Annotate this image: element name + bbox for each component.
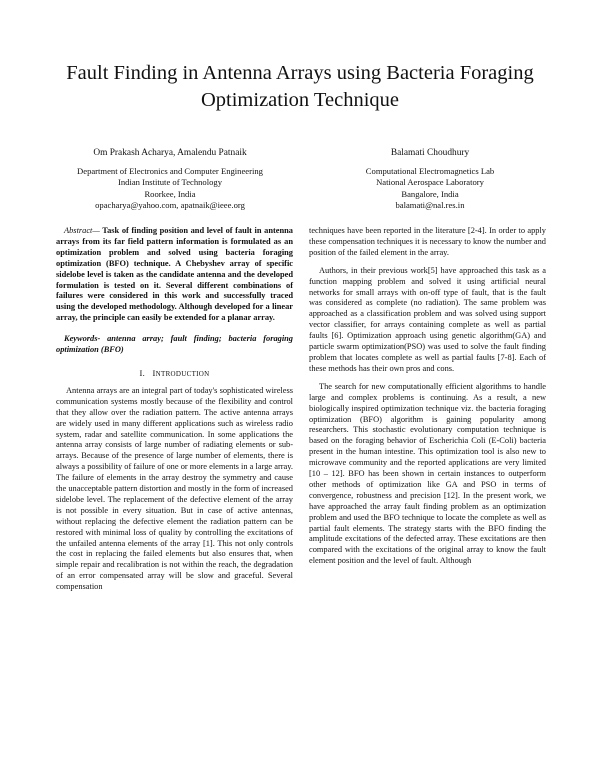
author-location: Bangalore, India bbox=[401, 188, 459, 199]
author-names: Balamati Choudhury bbox=[390, 148, 470, 158]
author-location: Roorkee, India bbox=[144, 188, 196, 199]
abstract-lead: Abstract— bbox=[64, 226, 100, 235]
author-institution: Indian Institute of Technology bbox=[117, 177, 222, 188]
abstract-body: Task of finding position and level of fault in antenna arrays from its far field pattern information is formulated as an optimization problem and solved using bacteria foraging optimization (BFO) technique. A Chebyshev array of specific sidelobe level is taken as the candidate antenna and the developed formulation is tested on it. Several different combinations of failures were considered in this work and successfully traced using the developed methodology. Although developed for a linear array, the principle can easily be extended for a planar array. bbox=[56, 226, 293, 323]
abstract bbox=[56, 226, 293, 324]
author-block-2 bbox=[320, 148, 540, 212]
paragraph: Antenna arrays are an integral part of today's sophisticated wireless communication systems mostly because of the flexibility and control that they allow over the radiation pattern. The active antenna arrays are widely used in many different applications such as wireless radio system, radar and satellite communication. In some applications the antenna array consists of large number of radiating elements or sub-arrays. Because of the presence of large number of elements, there is always a possibility of failure of one or more elements in a large array. The failure of elements in the array destroy the symmetry and cause the unacceptable pattern distortion and mostly in the form of increased sidelobe level. The replacement of the defective element of the array is not possible in every situation. But in case of active antennas, without replacing the defective element the radiation pattern can be restored with minimal loss of quality by controlling the excitations of the unfailed antenna elements of the array [1]. This not only controls the cost in replacing the failed elements but also ensures that, when simple repair and recalibration is not within the reach, the degradation of an error compensated array will be slow and graceful. Several compensation bbox=[56, 385, 293, 592]
author-names: Om Prakash Acharya, Amalendu Patnaik bbox=[93, 148, 247, 158]
right-column bbox=[309, 226, 546, 574]
author-affiliation: Computational Electromagnetics Lab bbox=[365, 165, 495, 176]
paper-title: Fault Finding in Antenna Arrays using Bacteria Foraging Optimization Technique bbox=[66, 62, 534, 111]
section-title-rest: NTRODUCTION bbox=[155, 369, 210, 378]
paragraph: techniques have been reported in the literature [2-4]. In order to apply these compensation techniques it is necessary to know the number and position of the failed element in the array. bbox=[309, 226, 546, 257]
section-title-initial: I bbox=[152, 367, 156, 378]
author-email: balamati@nal.res.in bbox=[395, 200, 465, 211]
author-institution: National Aerospace Laboratory bbox=[376, 177, 484, 188]
section-number: I. bbox=[139, 367, 146, 378]
author-block-1 bbox=[50, 148, 290, 212]
author-affiliation: Department of Electronics and Computer Engineering bbox=[77, 165, 263, 176]
paragraph: Authors, in their previous work[5] have approached this task as a function mapping problem and solved it using artificial neural networks for small arrays with on-off type of fault, that is the fault was considered as complete (no radiation). The same problem was approached as a classification problem and was solved using support vector classifier, for arrays containing complete as well as partial faults [6]. Optimization approach using genetic algorithm(GA) and particle swarm optimization(PSO) was used to solve the fault finding problem that locates complete as well as partial faults [7-8]. Each of these methods has their own pros and cons. bbox=[309, 265, 546, 373]
paragraph: The search for new computationally efficient algorithms to handle large and complex problems is continuing. As a result, a new biologically inspired optimization technique viz. the bacteria foraging optimization (BFO) algorithm is gaining popularity among researchers. This stochastic evolutionary computation technique is based on the foraging behavior of Escherichia Coli (E-Coli) bacteria present in the human intestine. This optimization tool is also new to microwave community and the reported applications are very limited [10 – 12]. BFO has been shown in certain instances to outperform other methods of optimization like GA and PSO in terms of convergence, robustness and precision [12]. In the present work, we have approached the array fault finding problem as an optimization problem and used the BFO technique to locate the complete as well as partial fault elements. The strategy starts with the BFO finding the amplitude excitations of the defected array. These excitations are then compared with the excitations of the original array to know the fault element position and the level of fault. Although bbox=[309, 381, 546, 566]
section-heading bbox=[56, 368, 293, 380]
keywords: Keywords- antenna array; fault finding; bacteria foraging optimization (BFO) bbox=[56, 334, 293, 355]
author-email: opacharya@yahoo.com, apatnaik@ieee.org bbox=[95, 200, 245, 211]
left-column bbox=[56, 226, 293, 600]
